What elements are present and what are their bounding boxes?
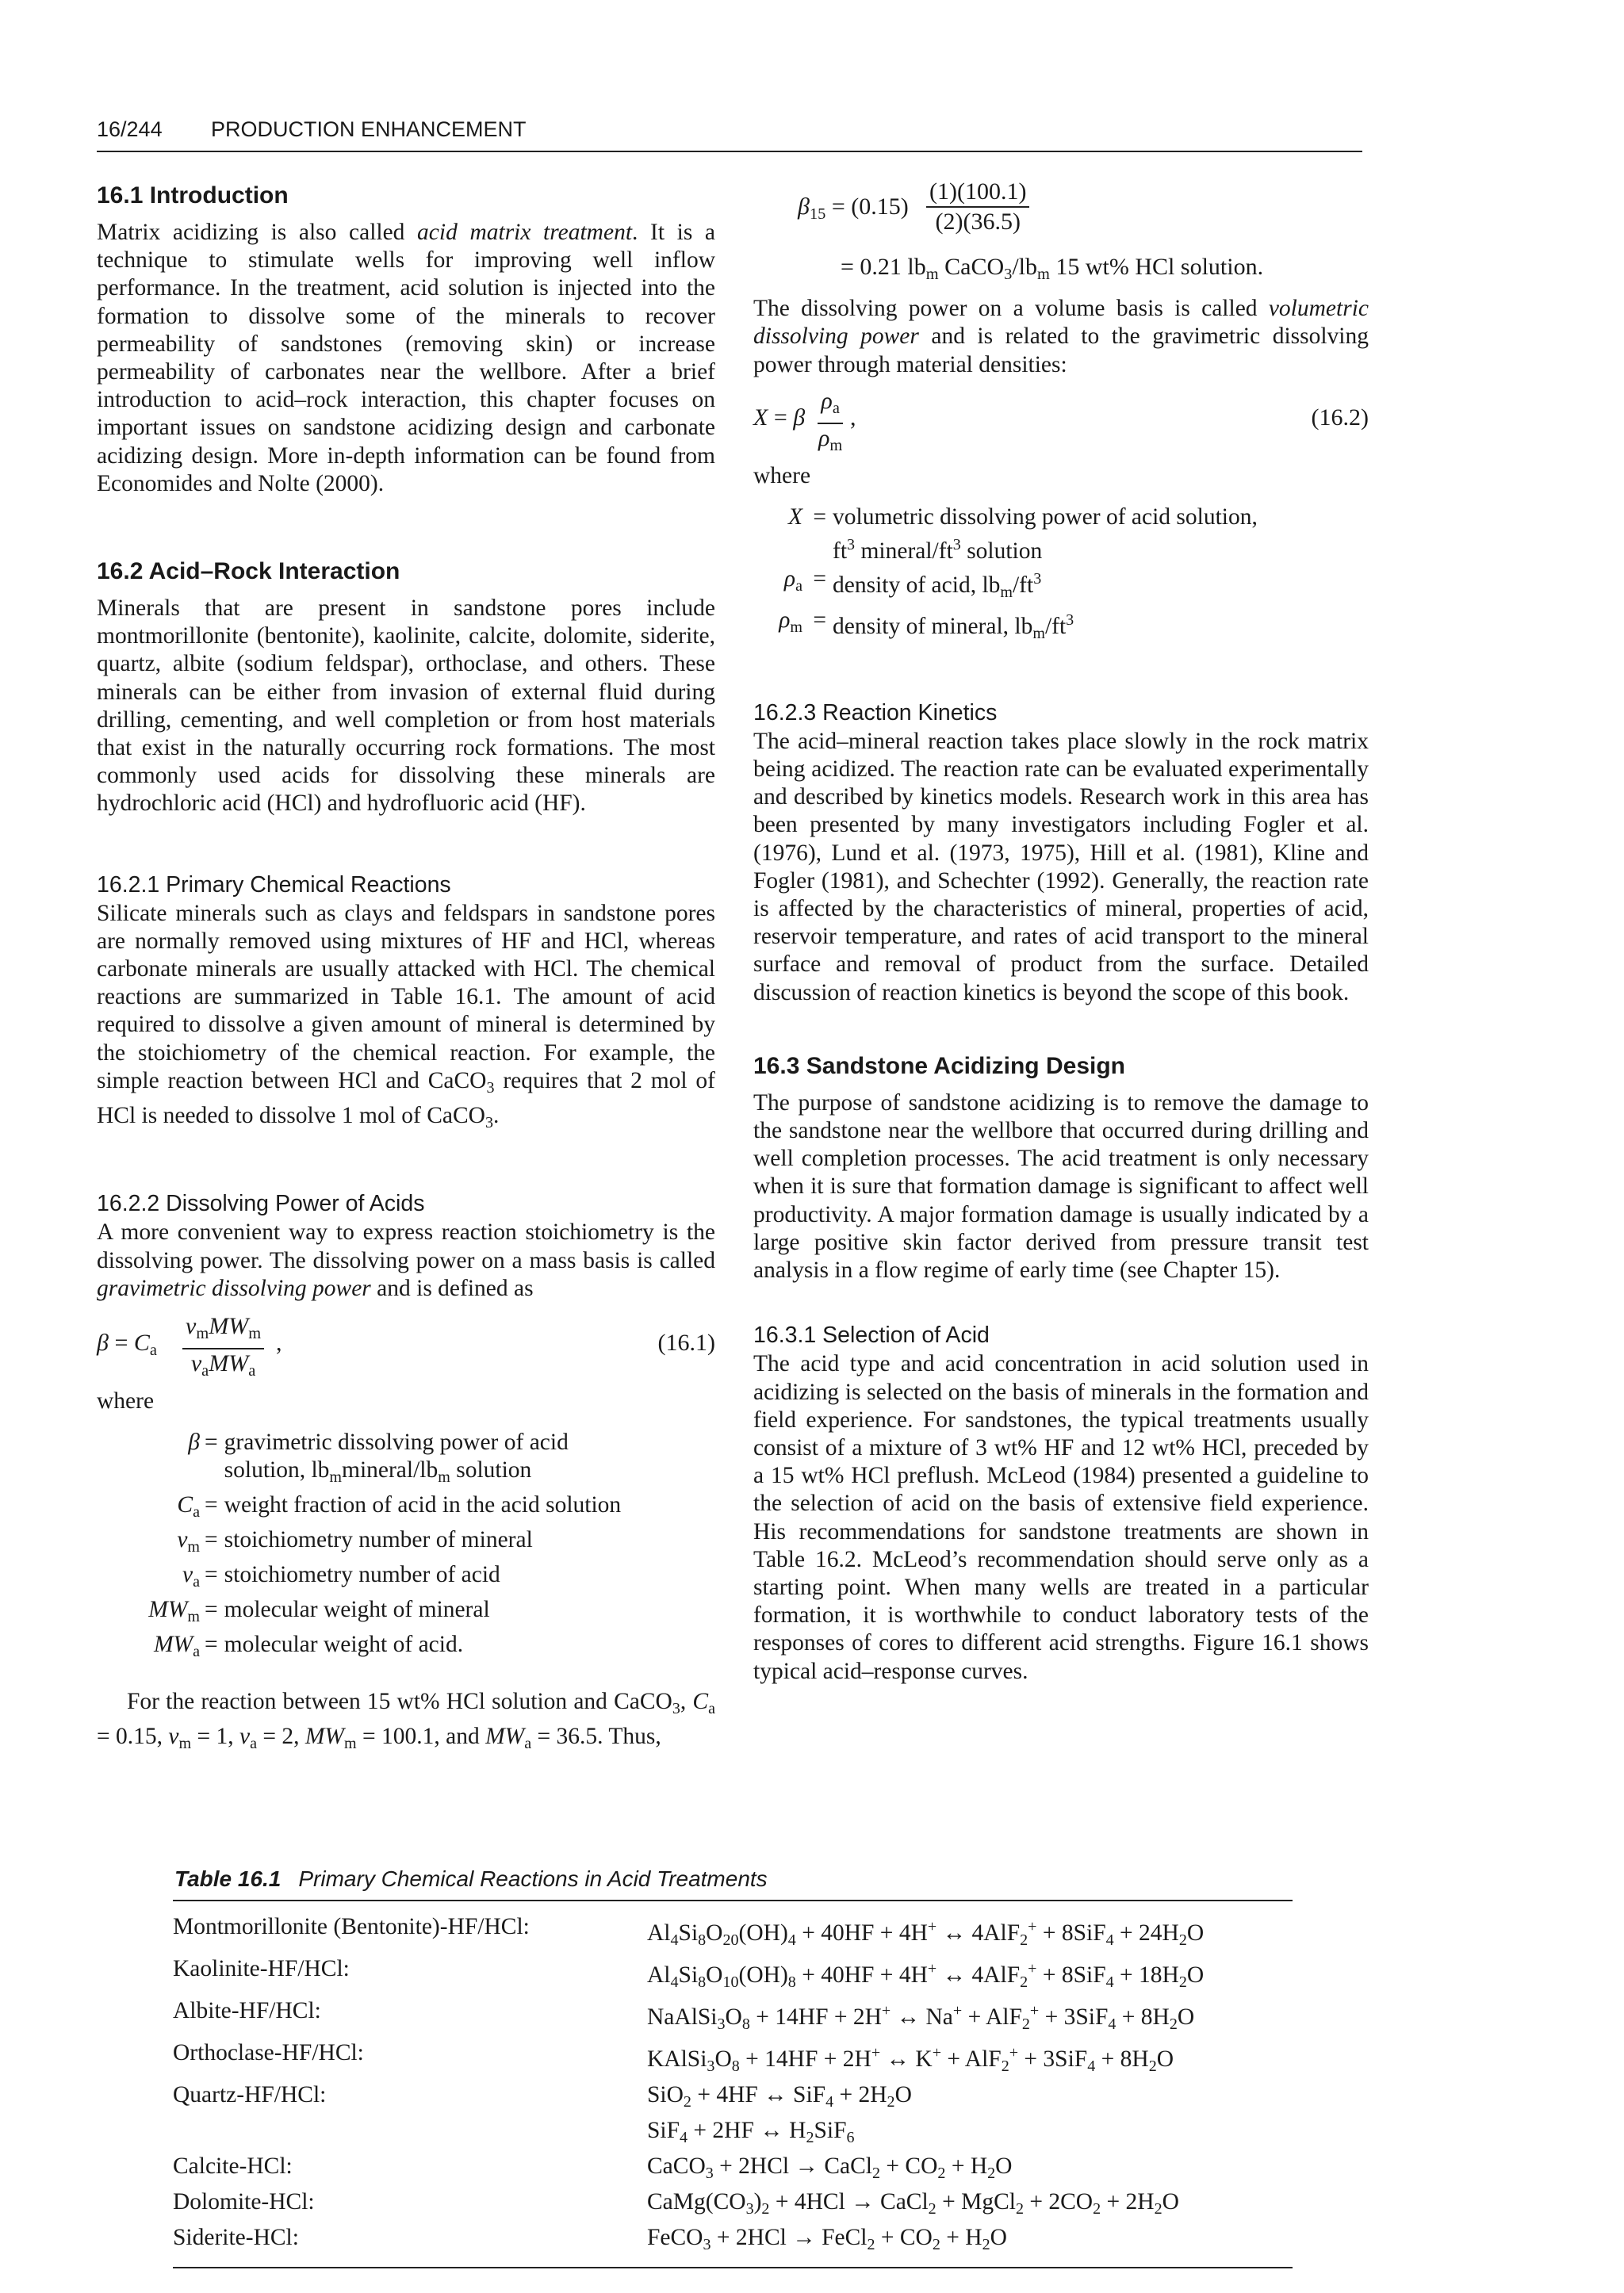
table-label: Table 16.1 xyxy=(174,1866,282,1891)
definition-row: solution, $lb_mmineral/lb_m$ solution xyxy=(224,1457,532,1486)
intro-paragraph: Matrix acidizing is also called acid matrix treatment. It is a technique to stimulate wells for improving well inflow performance. In the treatment, acid solution is injected into the formation to dissolve some of the minerals to recover permeability of sandstones (removing skin) or increase permeability of carbonates near the wellbore. After a brief introduction to acid–rock interaction, this chapter focuses on important issues on sandstone acidizing design and carbonate acidizing design. More in-depth information can be found from Economides and Nolte (2000). xyxy=(97,220,716,496)
running-header xyxy=(97,117,1362,152)
where-label: where xyxy=(753,462,811,488)
page-number: 16/244 xyxy=(97,117,163,141)
acid-selection-paragraph: The acid type and acid concentration in acid solution used in acidizing is selected on the basis of minerals in the formation and field experience. For sandstones, the typical treatments usually consist of a mixture of 3 wt% HF and 12 wt% HCl, preceded by a 15 wt% HCl preflush. McLeod (1984) presented a guideline to the selection of acid on the basis of extensive field experience. His recommendations for sandstone treatments are shown in Table 16.2. McLeod’s recommendation should serve only as a starting point. When many wells are treated in a particular formation, it is worthwhile to conduct laboratory tests of the responses of cores to different acid strengths. Figure 16.1 shows typical acid–response curves. xyxy=(753,1351,1369,1684)
definition-row: β = gravimetric dissolving power of acid xyxy=(188,1429,569,1455)
symbol-definitions xyxy=(771,503,1369,648)
right-column xyxy=(753,178,1369,1686)
volumetric-paragraph: The dissolving power on a volume basis is called volumetric dissolving power and is related to the gravimetric dissolving power through material densities: xyxy=(753,296,1369,377)
table-row: Calcite-HCl: CaCO$_3$ + 2HCl → CaCl$_2$ + $CO_2 + H_2O$ xyxy=(173,2153,1013,2183)
definition-row: $\rho_a$ = density of acid, $lb_m/ft^3$ xyxy=(783,565,1042,601)
section-16-3-heading: 16.3 Sandstone Acidizing Design xyxy=(753,1052,1125,1079)
dissolving-power-paragraph: A more convenient way to express reaction stoichiometry is the dissolving power. The dissolving power on a mass basis is called gravimetric dissolving power and is defined as xyxy=(97,1219,715,1301)
table-row: Kaolinite-HF/HCl: $Al_4Si_8O_{10}(OH)_8 + 40HF + 4H^+$ ↔ $4AlF_2^+ + 8SiF_4 + 18H_2O$ xyxy=(173,1956,1205,1992)
table-body xyxy=(173,1901,1293,2267)
acid-rock-paragraph: Minerals that are present in sandstone pores include montmorillonite (bentonite), kaolinite, calcite, dolomite, siderite, quartz, albite (sodium feldspar), orthoclase, and others. These minerals can be either from invasion of external fluid during drilling, cementing, and well completion or from host materials that exist in the naturally occurring rock formations. The most commonly used acids for dissolving these minerals are hydrochloric acid (HCl) and hydrofluoric acid (HF). xyxy=(97,595,715,817)
table-row: Orthoclase-HF/HCl: $KAlSi_3O_8 + 14HF + 2H^+$ ↔ $K^+ + AlF_2^+ + 3SiF_4 + 8H_2O$ xyxy=(173,2040,1174,2076)
table-caption-text: Primary Chemical Reactions in Acid Treatments xyxy=(298,1866,768,1891)
running-title: PRODUCTION ENHANCEMENT xyxy=(211,117,527,141)
section-16-1-heading: 16.1 Introduction xyxy=(97,182,289,209)
left-column xyxy=(97,182,715,1758)
definition-row: $C_a$ = weight fraction of acid in the acid solution xyxy=(177,1491,622,1521)
definition-row: $ft^3$ mineral/$ft^3$ solution xyxy=(833,535,1043,564)
equation-16-1: $\beta = C_a$ $\nu_mMW_m$ $\nu_aMW_a$ , (16.1) xyxy=(97,1312,715,1380)
table-bottom-rule xyxy=(173,2267,1293,2268)
section-16-2-3-heading: 16.2.3 Reaction Kinetics xyxy=(753,699,998,725)
table-row: Dolomite-HCl: $CaMg(CO_3)_2 + 4HCl$ → CaCl$_2$ + MgCl$_2$ + $2CO_2 + 2H_2O$ xyxy=(173,2189,1179,2218)
table-row: Albite-HF/HCl: $NaAlSi_3O_8 + 14HF + 2H^+$ ↔ $Na^+ + AlF_2^+ + 3SiF_4 + 8H_2O$ xyxy=(173,1998,1195,2034)
where-label: where xyxy=(97,1388,155,1414)
table-row: Quartz-HF/HCl: SiO$_2$ + 4HF ↔ $SiF_4 + 2H_2O$ xyxy=(173,2082,912,2111)
definition-row: $\nu_a$ = stoichiometry number of acid xyxy=(182,1561,500,1591)
definition-row: $MW_m$ = molecular weight of mineral xyxy=(148,1596,490,1625)
example-paragraph: For the reaction between 15 wt% HCl solution and CaCO$_3$, $C_a = 0.15$, $\nu_m = 1$, $\nu_a = 2$, $MW_m = 100.1$, and $MW_a = 36.5$. Thus, xyxy=(97,1689,715,1753)
section-16-2-heading: 16.2 Acid–Rock Interaction xyxy=(97,558,400,585)
kinetics-paragraph: The acid–mineral reaction takes place slowly in the rock matrix being acidized. The reaction rate can be evaluated experimentally and described by kinetics models. Research work in this area has been presented by many investigators including Fogler et al. (1976), Lund et al. (1973, 1975), Hill et al. (1981), Kline and Fogler (1981), and Schechter (1992). Generally, the reaction rate is affected by the characteristics of mineral, properties of acid, reservoir temperature, and rates of acid transport to the mineral surface and removal of product from the surface. Detailed discussion of reaction kinetics is beyond the scope of this book. xyxy=(753,728,1369,1005)
table-row: Siderite-HCl: FeCO$_3$ + 2HCl → FeCl$_2$ + $CO_2 + H_2O$ xyxy=(173,2225,1007,2254)
section-16-2-2-heading: 16.2.2 Dissolving Power of Acids xyxy=(97,1191,425,1217)
definition-row: $MW_a$ = molecular weight of acid. xyxy=(153,1632,464,1661)
definition-row: $\rho_m$ = density of mineral, $lb_m/ft^3$ xyxy=(779,607,1074,642)
table-caption xyxy=(174,1866,1293,1892)
equation-16-2: X = β $\frac{\rho_a}{\rho_m}$ , (16.2) xyxy=(753,387,1369,454)
reactions-paragraph: Silicate minerals such as clays and feldspars in sandstone pores are normally removed using mixtures of HF and HCl, whereas carbonate minerals are usually attacked with HCl. The chemical reactions are summarized in Table 16.1. The amount of acid required to dissolve a given amount of mineral is determined by the stoichiometry of the chemical reaction. For example, the simple reaction between HCl and CaCO$_3$ requires that 2 mol of HCl is needed to dissolve 1 mol of CaCO$_3$. xyxy=(97,900,715,1132)
sandstone-design-paragraph: The purpose of sandstone acidizing is to remove the damage to the sandstone near the wellbore that occurred during drilling and well completion processes. The acid treatment is only necessary when it is sure that formation damage is significant to affect well productivity. A major formation damage is usually indicated by a large positive skin factor derived from pressure transit test analysis in a flow regime of early time (see Chapter 15). xyxy=(753,1089,1369,1284)
beta15-result: = 0.21 $lb_m$ $CaCO_3/lb_m$ 15 wt% HCl solution. xyxy=(841,254,1264,284)
definition-row: $\nu_m$ = stoichiometry number of mineral xyxy=(177,1526,533,1556)
section-16-2-1-heading: 16.2.1 Primary Chemical Reactions xyxy=(97,871,451,898)
symbol-definitions xyxy=(128,1429,715,1666)
table-row: Montmorillonite (Bentonite)-HF/HCl: $Al_4Si_8O_{20}(OH)_4 + 40HF + 4H^+$ ↔ $4AlF_2^+ + 8SiF_4 + 24H_2O$ xyxy=(173,1914,1205,1950)
definition-row: X = volumetric dissolving power of acid solution, xyxy=(787,503,1258,530)
table-16-1 xyxy=(173,1866,1293,2268)
equation-number: (16.2) xyxy=(1311,404,1369,431)
table-row: SiF$_4$ + 2HF ↔ $H_2SiF_6$ xyxy=(647,2118,855,2147)
section-16-3-1-heading: 16.3.1 Selection of Acid xyxy=(753,1323,990,1349)
equation-number: (16.1) xyxy=(657,1329,715,1356)
beta15-equation: $\beta_{15} = (0.15)$ $\frac{(1)(100.1)}{(2)(36.5)}$ xyxy=(753,178,1369,246)
